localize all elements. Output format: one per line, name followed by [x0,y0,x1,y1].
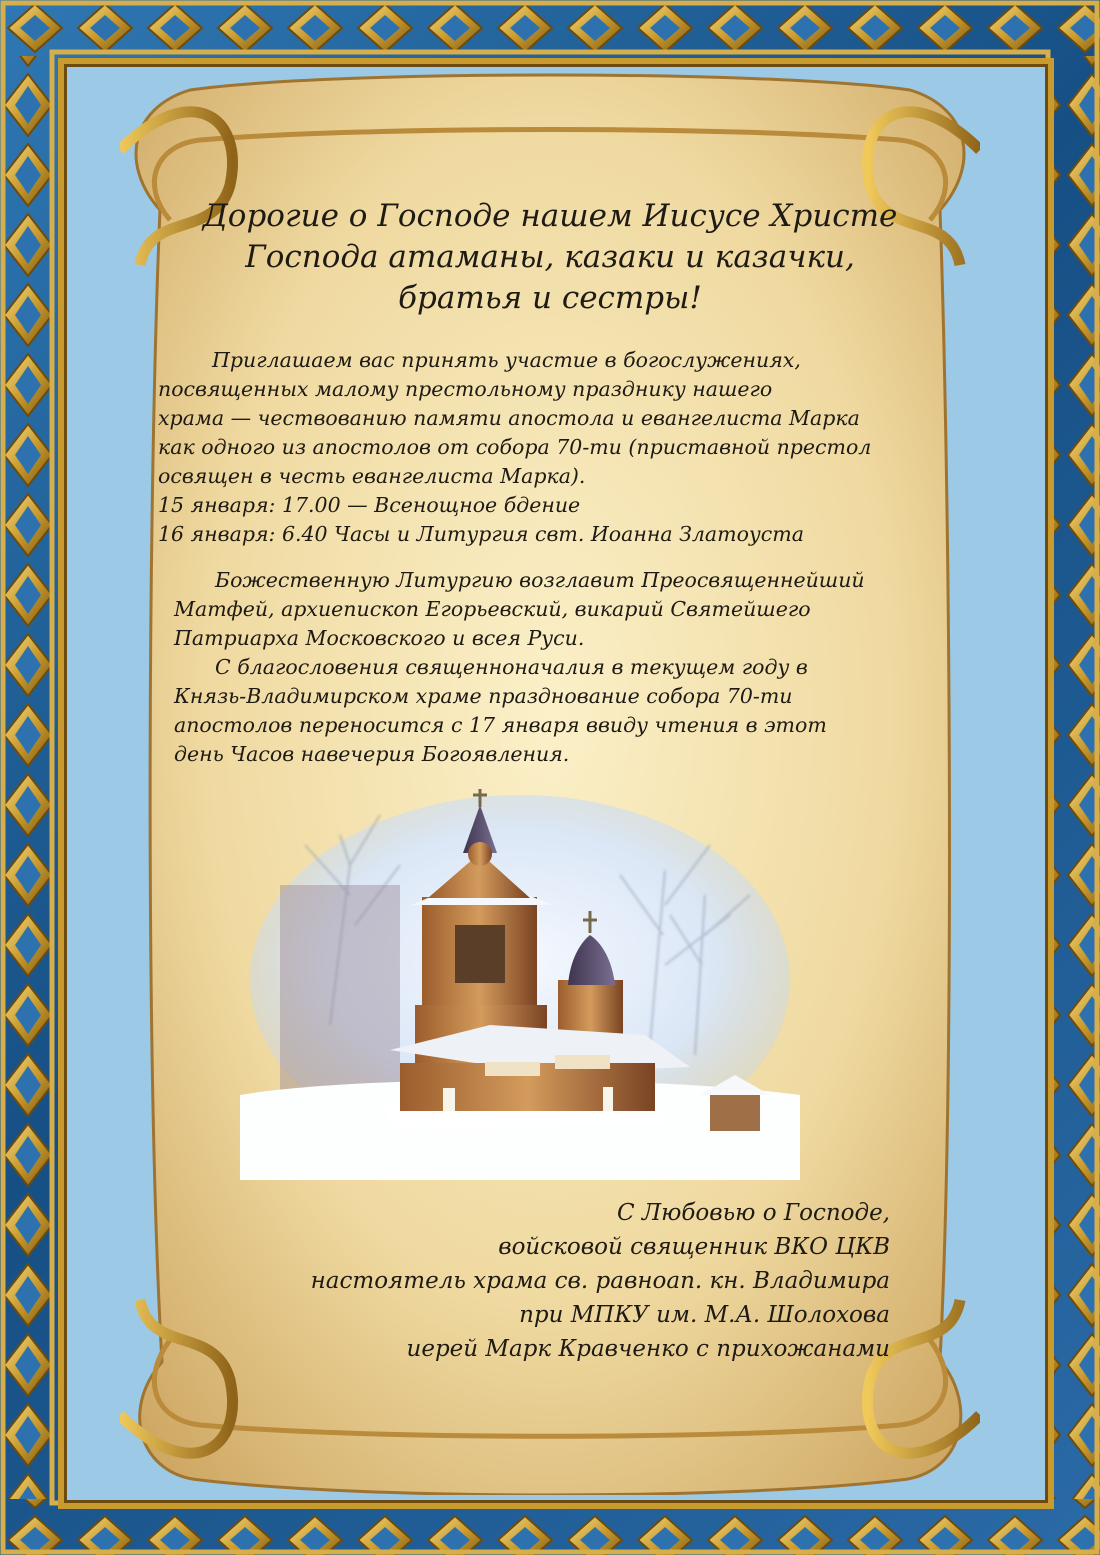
liturgy-line-4: С благословения священноначалия в текущем году в [215,655,808,679]
invitation-line-2: посвященных малому престольному празднику нашего [158,377,773,401]
liturgy-line-6: апостолов переносится с 17 января ввиду чтения в этот [174,713,827,737]
liturgy-line-7: день Часов навечерия Богоявления. [174,742,570,766]
liturgy-line-5: Князь-Владимирском храме празднование собора 70-ти [174,684,793,708]
title-line-1: Дорогие о Господе нашем Иисусе Христе [202,198,898,234]
church-photo [240,775,800,1180]
signature-line-1: С Любовью о Господе, [617,1200,890,1226]
liturgy-line-2: Матфей, архиепископ Егорьевский, викарий Святейшего [174,597,811,621]
invitation-line-5: освящен в честь евангелиста Марка). [158,464,586,488]
liturgy-line-3: Патриарха Московского и всея Руси. [174,626,585,650]
signature-line-2: войсковой священник ВКО ЦКВ [498,1234,890,1260]
title-line-2: Господа атаманы, казаки и казачки, [245,239,855,275]
title-line-3: братья и сестры! [398,280,702,316]
signature-line-3: настоятель храма св. равноап. кн. Владимира [310,1268,890,1294]
invitation-line-1: Приглашаем вас принять участие в богослужениях, [212,348,801,372]
service-line-1: 15 января: 17.00 — Всенощное бдение [158,493,581,517]
liturgy-line-1: Божественную Литургию возглавит Преосвященнейший [215,568,865,592]
apartment-building [280,885,400,1095]
signature-line-5: иерей Марк Кравченко с прихожанами [406,1336,890,1362]
signature-line-4: при МПКУ им. М.А. Шолохова [519,1302,890,1328]
invitation-line-4: как одного из апостолов от собора 70-ти (приставной престол [158,435,872,459]
service-line-2: 16 января: 6.40 Часы и Литургия свт. Иоанна Златоуста [158,522,804,546]
invitation-line-3: храма — чествованию памяти апостола и евангелиста Марка [158,406,860,430]
